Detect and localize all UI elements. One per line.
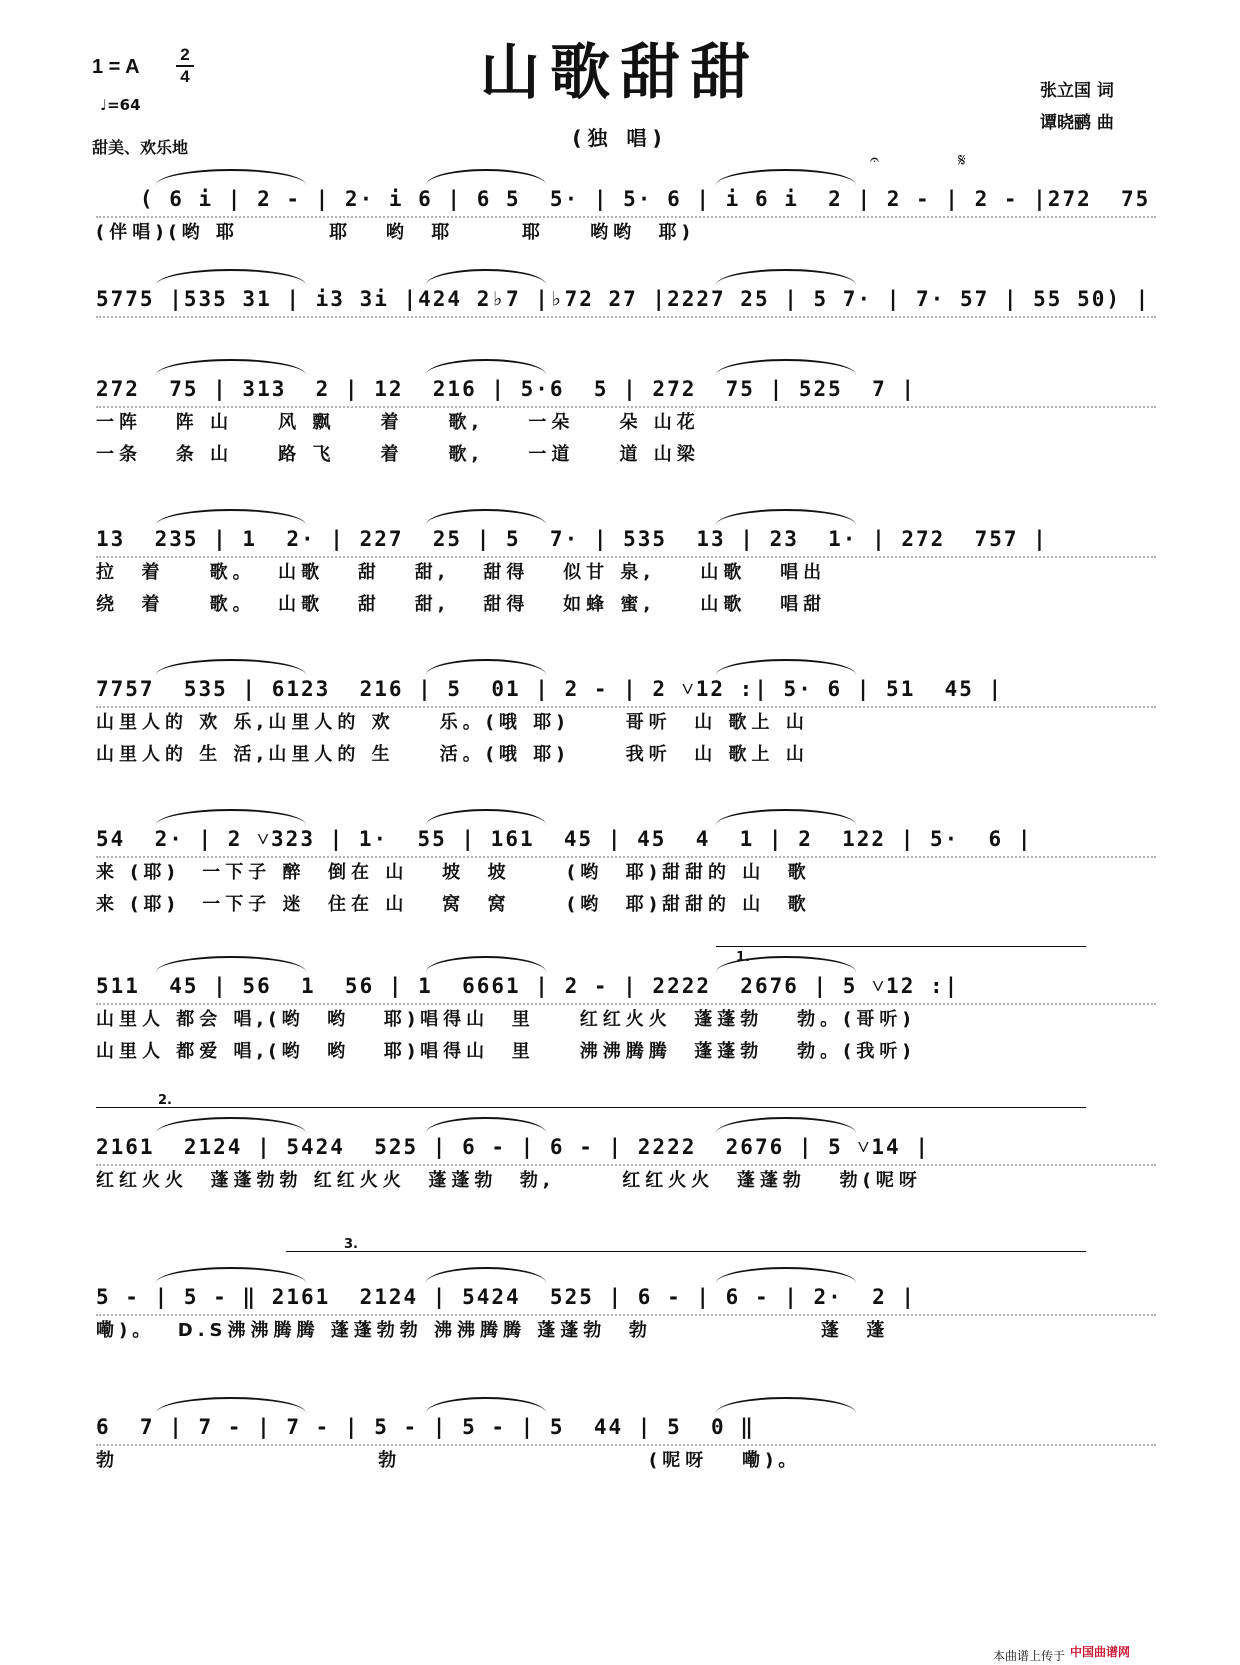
beam-underline — [96, 1314, 1156, 1316]
slur-arc — [426, 956, 546, 972]
lyricist-credit: 张立国 词 — [1040, 81, 1114, 101]
lyric-line: 一阵 阵 山 风 飘 着 歌, 一朵 朵 山花 — [96, 412, 700, 433]
slur-arc — [426, 809, 546, 825]
notation-line: 2161 2124 | 5424 525 | 6 - | 6 - | 2222 2676 | 5 ˅14 | — [96, 1133, 1156, 1161]
slur-arc — [716, 1267, 856, 1283]
volta-number: 2. — [158, 1093, 172, 1108]
slur-arc — [426, 1267, 546, 1283]
lyric-line: 嘞)。 D.S沸沸腾腾 蓬蓬勃勃 沸沸腾腾 蓬蓬勃 勃 蓬 蓬 — [96, 1320, 890, 1341]
slur-arc — [426, 1117, 546, 1133]
slur-arc — [716, 1397, 856, 1413]
lyric-line: 红红火火 蓬蓬勃勃 红红火火 蓬蓬勃 勃, 红红火火 蓬蓬勃 勃(呢呀 — [96, 1170, 922, 1191]
slur-arc — [716, 659, 856, 675]
beam-underline — [96, 1444, 1156, 1446]
slur-arc — [426, 169, 546, 185]
lyric-line: 来 (耶) 一下子 醉 倒在 山 坡 坡 (哟 耶)甜甜的 山 歌 — [96, 862, 811, 883]
volta-bracket — [716, 946, 1086, 947]
slur-arc — [156, 659, 306, 675]
notation-line: 272 75 | 313 2 | 12 216 | 5·6 5 | 272 75 | 525 7 | — [96, 375, 1156, 403]
song-subtitle: (独 唱) — [572, 126, 668, 150]
lyric-line: 山里人的 欢 乐,山里人的 欢 乐。(哦 耶) 哥听 山 歌上 山 — [96, 712, 809, 733]
slur-arc — [426, 359, 546, 375]
lyric-line: 山里人的 生 活,山里人的 生 活。(哦 耶) 我听 山 歌上 山 — [96, 744, 809, 765]
beam-underline — [96, 1164, 1156, 1166]
slur-arc — [426, 659, 546, 675]
slur-arc — [156, 1117, 306, 1133]
beam-underline — [96, 556, 1156, 558]
lyric-line: 来 (耶) 一下子 迷 住在 山 窝 窝 (哟 耶)甜甜的 山 歌 — [96, 894, 811, 915]
segno-icon: 𝄋 — [958, 150, 966, 171]
slur-arc — [156, 956, 306, 972]
slur-arc — [156, 1267, 306, 1283]
song-title: 山歌甜甜 — [480, 38, 760, 108]
lyric-line: (伴唱)(哟 耶 耶 哟 耶 耶 哟哟 耶) — [96, 222, 695, 243]
lyric-line: 山里人 都会 唱,(哟 哟 耶)唱得山 里 红红火火 蓬蓬勃 勃。(哥听) — [96, 1009, 916, 1030]
beam-underline — [96, 216, 1156, 218]
slur-arc — [156, 269, 306, 285]
lyric-line: 一条 条 山 路 飞 着 歌, 一道 道 山梁 — [96, 444, 700, 465]
notation-line: ( 6 i | 2 - | 2· i 6 | 6 5 5· | 5· 6 | i 6 i 2 | 2 - | 2 - |272 75 — [96, 185, 1156, 213]
tempo-marking: ♩=64 — [100, 96, 141, 114]
slur-arc — [156, 809, 306, 825]
time-signature-bottom: 4 — [180, 67, 190, 86]
lyric-line: 绕 着 歌。 山歌 甜 甜, 甜得 如蜂 蜜, 山歌 唱甜 — [96, 594, 827, 615]
time-signature-top: 2 — [180, 45, 190, 64]
slur-arc — [716, 1117, 856, 1133]
slur-arc — [156, 1397, 306, 1413]
volta-bracket — [286, 1251, 1086, 1252]
slur-arc — [156, 509, 306, 525]
notation-line: 7757 535 | 6123 216 | 5 01 | 2 - | 2 ˅12 :| 5· 6 | 51 45 | — [96, 675, 1156, 703]
volta-number: 1. — [736, 950, 750, 965]
beam-underline — [96, 1003, 1156, 1005]
lyric-line: 勃 勃 (呢呀 嘞)。 — [96, 1450, 802, 1471]
key-signature: 1 = A — [92, 56, 140, 78]
beam-underline — [96, 706, 1156, 708]
notation-line: 511 45 | 56 1 56 | 1 6661 | 2 - | 2222 2676 | 5 ˅12 :| — [96, 972, 1156, 1000]
beam-underline — [96, 406, 1156, 408]
slur-arc — [426, 269, 546, 285]
slur-arc — [156, 169, 306, 185]
lyric-line: 拉 着 歌。 山歌 甜 甜, 甜得 似甘 泉, 山歌 唱出 — [96, 562, 827, 583]
notation-line: 54 2· | 2 ˅323 | 1· 55 | 161 45 | 45 4 1 | 2 122 | 5· 6 | — [96, 825, 1156, 853]
slur-arc — [716, 269, 856, 285]
beam-underline — [96, 316, 1156, 318]
notation-line: 6 7 | 7 - | 7 - | 5 - | 5 - | 5 44 | 5 0 ‖ — [96, 1413, 1156, 1441]
slur-arc — [716, 169, 856, 185]
volta-bracket — [96, 1107, 1086, 1108]
slur-arc — [426, 509, 546, 525]
site-logo[interactable]: 中国曲谱网 — [1070, 1645, 1131, 1659]
composer-credit: 谭晓鹂 曲 — [1040, 113, 1114, 133]
expression-marking: 甜美、欢乐地 — [92, 138, 189, 157]
notation-line: 13 235 | 1 2· | 227 25 | 5 7· | 535 13 | 23 1· | 272 757 | — [96, 525, 1156, 553]
slur-arc — [156, 359, 306, 375]
lyric-line: 山里人 都爱 唱,(哟 哟 耶)唱得山 里 沸沸腾腾 蓬蓬勃 勃。(我听) — [96, 1041, 916, 1062]
slur-arc — [716, 359, 856, 375]
slur-arc — [716, 509, 856, 525]
upload-note: 本曲谱上传于 — [993, 1649, 1066, 1663]
volta-number: 3. — [344, 1237, 358, 1252]
notation-line: 5775 |535 31 | i3 3i |424 2♭7 |♭72 27 |2227 25 | 5 7· | 7· 57 | 55 50) | — [96, 285, 1156, 313]
time-signature — [176, 46, 194, 86]
notation-line: 5 - | 5 - ‖ 2161 2124 | 5424 525 | 6 - | 6 - | 2· 2 | — [96, 1283, 1156, 1311]
slur-arc — [716, 809, 856, 825]
slur-arc — [426, 1397, 546, 1413]
beam-underline — [96, 856, 1156, 858]
fermata-icon: 𝄐 — [870, 150, 879, 169]
